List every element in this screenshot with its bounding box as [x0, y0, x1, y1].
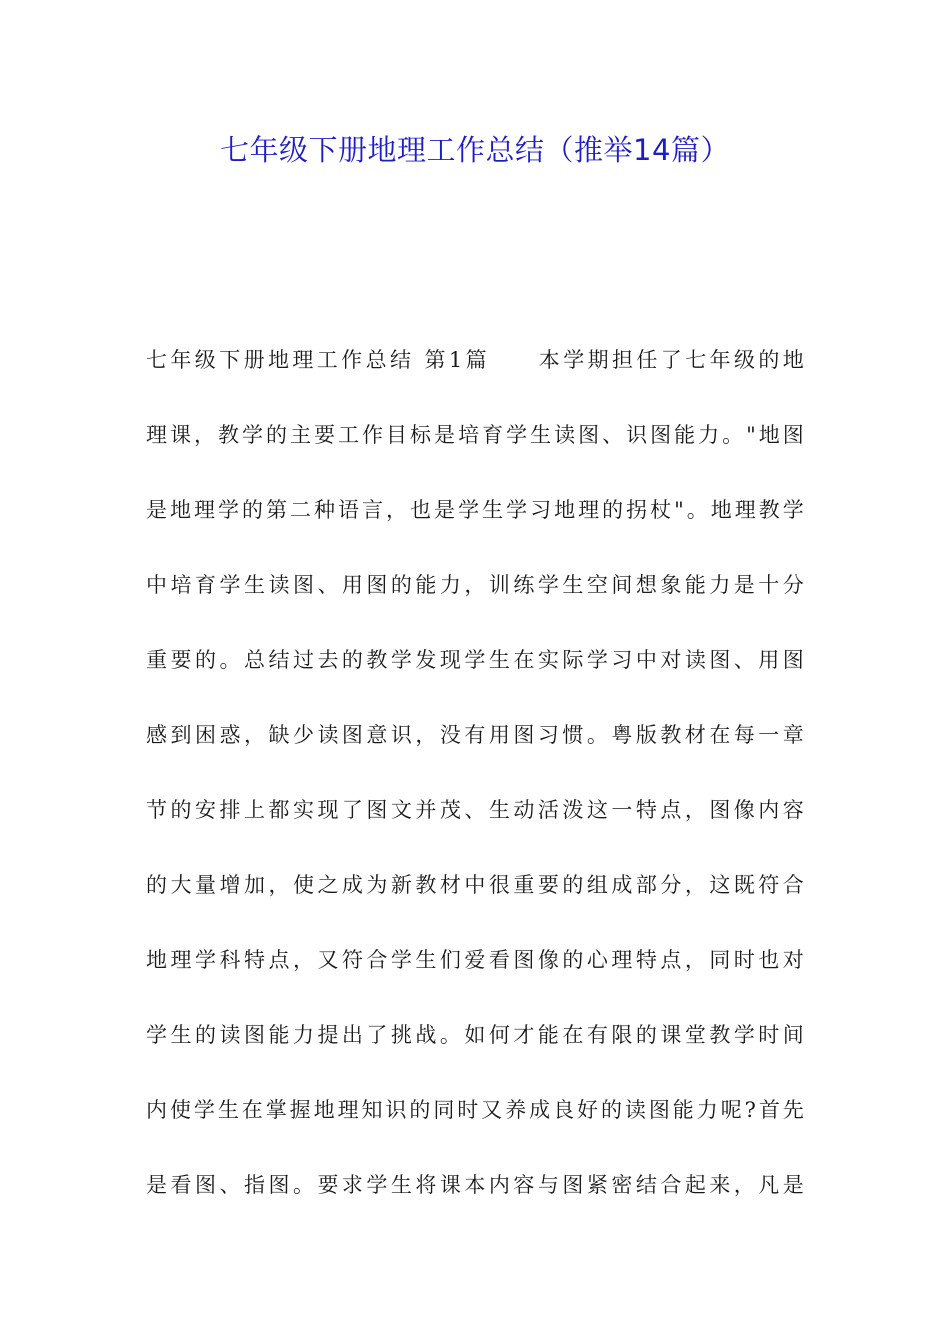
document-body — [146, 338, 806, 1238]
body-line: 内使学生在掌握地理知识的同时又养成良好的读图能力呢?首先 — [146, 1098, 806, 1122]
body-line: 学生的读图能力提出了挑战。如何才能在有限的课堂教学时间 — [146, 1023, 806, 1047]
body-line: 七年级下册地理工作总结 第1篇 本学期担任了七年级的地 — [146, 348, 806, 372]
body-line: 节的安排上都实现了图文并茂、生动活泼这一特点，图像内容 — [146, 798, 806, 822]
body-line: 地理学科特点，又符合学生们爱看图像的心理特点，同时也对 — [146, 948, 806, 972]
document-title: 七年级下册地理工作总结（推举14篇） — [220, 133, 730, 167]
body-line: 是地理学的第二种语言，也是学生学习地理的拐杖"。地理教学 — [146, 498, 806, 522]
body-line: 是看图、指图。要求学生将课本内容与图紧密结合起来，凡是 — [146, 1173, 806, 1197]
body-line: 感到困惑，缺少读图意识，没有用图习惯。粤版教材在每一章 — [146, 723, 806, 747]
body-line: 重要的。总结过去的教学发现学生在实际学习中对读图、用图 — [146, 648, 806, 672]
body-line: 中培育学生读图、用图的能力，训练学生空间想象能力是十分 — [146, 573, 806, 597]
body-line: 理课，教学的主要工作目标是培育学生读图、识图能力。"地图 — [146, 423, 806, 447]
body-line: 的大量增加，使之成为新教材中很重要的组成部分，这既符合 — [146, 873, 806, 897]
